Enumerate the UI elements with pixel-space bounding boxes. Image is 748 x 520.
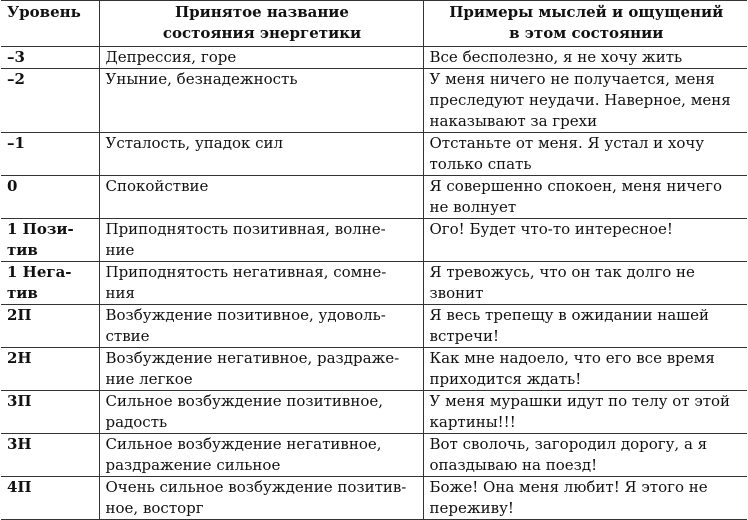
example-cell: Вот сволочь, загородил дорогу, а я опаздываю на поезд! <box>423 434 747 477</box>
table-row <box>1 477 747 520</box>
table-row <box>1 219 747 262</box>
example-cell: Я весь трепещу в ожидании нашей встречи! <box>423 305 747 348</box>
table-row <box>1 133 747 176</box>
table-row <box>1 434 747 477</box>
example-cell: Все бесполезно, я не хочу жить <box>423 47 747 69</box>
state-name-cell: Возбуждение позитивное, удоволь- ствие <box>99 305 423 348</box>
level-cell: 3П <box>1 391 99 434</box>
header-examples: Примеры мыслей и ощущений в этом состоянии <box>423 1 747 47</box>
table-row <box>1 305 747 348</box>
level-cell: 2Н <box>1 348 99 391</box>
table-row <box>1 176 747 219</box>
state-name-cell: Депрессия, горе <box>99 47 423 69</box>
example-cell: У меня ничего не получается, меня преследуют неудачи. Наверное, меня наказывают за грехи <box>423 69 747 133</box>
level-cell: 1 Пози- тив <box>1 219 99 262</box>
header-state-name: Принятое название состояния энергетики <box>99 1 423 47</box>
level-cell: –1 <box>1 133 99 176</box>
state-name-cell: Усталость, упадок сил <box>99 133 423 176</box>
example-cell: Ого! Будет что-то интересное! <box>423 219 747 262</box>
table-header-row <box>1 1 747 47</box>
level-cell: 0 <box>1 176 99 219</box>
table-row <box>1 391 747 434</box>
energy-levels-table <box>1 0 747 520</box>
level-cell: 1 Нега- тив <box>1 262 99 305</box>
state-name-cell: Приподнятость негативная, сомне- ния <box>99 262 423 305</box>
level-cell: –2 <box>1 69 99 133</box>
example-cell: Я тревожусь, что он так долго не звонит <box>423 262 747 305</box>
state-name-cell: Уныние, безнадежность <box>99 69 423 133</box>
example-cell: У меня мурашки идут по телу от этой картины!!! <box>423 391 747 434</box>
table-row <box>1 47 747 69</box>
example-cell: Боже! Она меня любит! Я этого не переживу! <box>423 477 747 520</box>
table-row <box>1 262 747 305</box>
level-cell: 3Н <box>1 434 99 477</box>
state-name-cell: Сильное возбуждение позитивное, радость <box>99 391 423 434</box>
example-cell: Я совершенно спокоен, меня ничего не волнует <box>423 176 747 219</box>
header-level: Уровень <box>1 1 99 47</box>
state-name-cell: Сильное возбуждение негативное, раздражение сильное <box>99 434 423 477</box>
level-cell: –3 <box>1 47 99 69</box>
state-name-cell: Возбуждение негативное, раздраже- ние легкое <box>99 348 423 391</box>
level-cell: 4П <box>1 477 99 520</box>
state-name-cell: Очень сильное возбуждение позитив- ное, восторг <box>99 477 423 520</box>
example-cell: Как мне надоело, что его все время приходится ждать! <box>423 348 747 391</box>
level-cell: 2П <box>1 305 99 348</box>
state-name-cell: Спокойствие <box>99 176 423 219</box>
table-row <box>1 69 747 133</box>
state-name-cell: Приподнятость позитивная, волне- ние <box>99 219 423 262</box>
example-cell: Отстаньте от меня. Я устал и хочу только спать <box>423 133 747 176</box>
table-row <box>1 348 747 391</box>
